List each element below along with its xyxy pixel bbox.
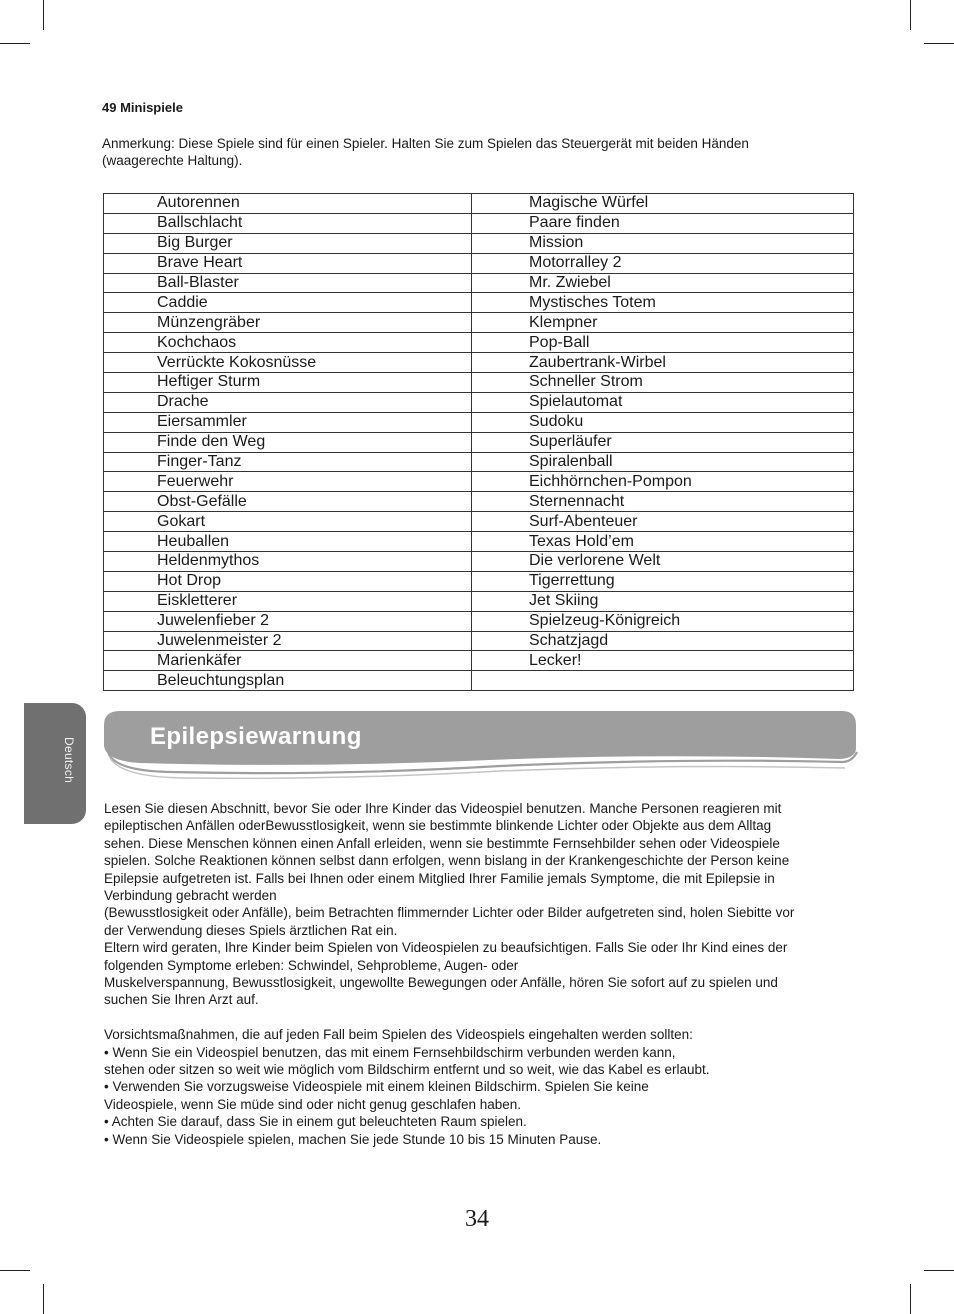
game-name-left: Heuballen <box>104 532 472 552</box>
body-line: Eltern wird geraten, Ihre Kinder beim Spielen von Videospielen zu beaufsichtigen. Falls Sie oder Ihr Kind eines der <box>104 940 788 956</box>
body-line: Videospiele, wenn Sie müde sind oder nicht genug geschlafen haben. <box>104 1096 522 1112</box>
table-row <box>104 412 854 432</box>
game-name-right: Mystisches Totem <box>472 293 854 313</box>
game-name-right: Lecker! <box>472 651 854 671</box>
crop-mark <box>924 1270 954 1271</box>
body-line: stehen oder sitzen so weit wie möglich vom Bildschirm entfernt und so weit, wie das Kabel es erlaubt. <box>104 1062 710 1078</box>
game-name-left: Obst-Gefälle <box>104 492 472 512</box>
table-row <box>104 452 854 472</box>
table-row <box>104 432 854 452</box>
banner-title: Epilepsiewarnung <box>150 723 362 750</box>
language-label: Deutsch <box>62 737 76 784</box>
game-name-left: Feuerwehr <box>104 472 472 492</box>
table-row <box>104 353 854 373</box>
language-side-tab <box>24 703 86 824</box>
game-name-right: Spiralenball <box>472 452 854 472</box>
body-line: Epilepsie aufgetreten ist. Falls bei Ihnen oder einem Mitglied Ihrer Familie jemals Symptome, die mit Epilepsie in <box>104 870 775 886</box>
table-row <box>104 611 854 631</box>
game-name-right: Surf-Abenteuer <box>472 512 854 532</box>
game-name-left: Brave Heart <box>104 253 472 273</box>
warning-body <box>104 800 849 1148</box>
body-line: (Bewusstlosigkeit oder Anfälle), beim Betrachten flimmernder Lichter oder Bilder aufgetreten sind, holen Siebitte vor <box>104 905 795 921</box>
game-name-right: Schneller Strom <box>472 373 854 393</box>
body-line: Lesen Sie diesen Abschnitt, bevor Sie oder Ihre Kinder das Videospiel benutzen. Manche Personen reagieren mit <box>104 801 782 816</box>
game-name-right: Zaubertrank-Wirbel <box>472 353 854 373</box>
body-line: Vorsichtsmaßnahmen, die auf jeden Fall beim Spielen des Videospiels eingehalten werden sollten: <box>104 1027 693 1043</box>
game-name-right: Schatzjagd <box>472 631 854 651</box>
table-row <box>104 293 854 313</box>
crop-mark <box>0 43 30 44</box>
crop-mark <box>924 43 954 44</box>
table-row <box>104 233 854 253</box>
game-name-right: Tigerrettung <box>472 571 854 591</box>
note-text: Anmerkung: Diese Spiele sind für einen Spieler. Halten Sie zum Spielen das Steuergerät mit beiden Händen (waagerechte Haltung). <box>102 136 749 168</box>
page-number: 34 <box>465 1206 489 1232</box>
game-name-right: Mr. Zwiebel <box>472 273 854 293</box>
table-row <box>104 392 854 412</box>
game-name-right: Spielzeug-Königreich <box>472 611 854 631</box>
game-name-left: Eiersammler <box>104 412 472 432</box>
game-name-right: Texas Hold’em <box>472 532 854 552</box>
table-row <box>104 552 854 572</box>
body-line: sehen. Diese Menschen können einen Anfall erleiden, wenn sie bestimmte Fernsehbilder sehen oder Videospiele <box>104 835 780 851</box>
game-name-left: Heldenmythos <box>104 552 472 572</box>
body-line: Muskelverspannung, Bewusstlosigkeit, ungewollte Bewegungen oder Anfälle, hören Sie sofort auf zu spielen und <box>104 975 778 991</box>
game-name-left: Drache <box>104 392 472 412</box>
game-name-right <box>472 671 854 691</box>
table-row <box>104 571 854 591</box>
table-row <box>104 373 854 393</box>
body-line: folgenden Symptome erleben: Schwindel, Sehprobleme, Augen- oder <box>104 957 519 973</box>
body-line: • Achten Sie darauf, dass Sie in einem gut beleuchteten Raum spielen. <box>104 1114 527 1130</box>
game-name-left: Gokart <box>104 512 472 532</box>
table-row <box>104 532 854 552</box>
section-banner <box>100 708 860 784</box>
body-line: • Verwenden Sie vorzugsweise Videospiele mit einem kleinen Bildschirm. Spielen Sie keine <box>104 1079 649 1095</box>
game-name-right: Paare finden <box>472 213 854 233</box>
body-line: suchen Sie Ihren Arzt auf. <box>104 992 259 1008</box>
table-row <box>104 492 854 512</box>
crop-mark <box>0 1270 30 1271</box>
game-name-right: Spielautomat <box>472 392 854 412</box>
table-row <box>104 512 854 532</box>
game-name-right: Eichhörnchen-Pompon <box>472 472 854 492</box>
game-name-right: Sternennacht <box>472 492 854 512</box>
game-name-left: Marienkäfer <box>104 651 472 671</box>
game-name-left: Caddie <box>104 293 472 313</box>
game-name-left: Finde den Weg <box>104 432 472 452</box>
table-row <box>104 651 854 671</box>
game-name-left: Juwelenmeister 2 <box>104 631 472 651</box>
game-name-left: Münzengräber <box>104 313 472 333</box>
table-row <box>104 213 854 233</box>
table-row <box>104 194 854 214</box>
crop-mark <box>43 1284 44 1314</box>
game-name-right: Sudoku <box>472 412 854 432</box>
body-line: Verbindung gebracht werden <box>104 888 277 904</box>
section-heading: 49 Minispiele <box>102 100 183 115</box>
game-name-left: Kochchaos <box>104 333 472 353</box>
table-row <box>104 591 854 611</box>
game-name-right: Klempner <box>472 313 854 333</box>
table-row <box>104 273 854 293</box>
game-name-right: Magische Würfel <box>472 194 854 214</box>
table-row <box>104 631 854 651</box>
table-row <box>104 253 854 273</box>
table-row <box>104 472 854 492</box>
game-name-right: Jet Skiing <box>472 591 854 611</box>
crop-mark <box>43 0 44 30</box>
game-name-right: Superläufer <box>472 432 854 452</box>
body-line: der Verwendung dieses Spiels ärztlichen Rat ein. <box>104 922 398 938</box>
game-name-left: Finger-Tanz <box>104 452 472 472</box>
game-name-right: Mission <box>472 233 854 253</box>
body-line <box>104 1009 849 1026</box>
game-name-left: Autorennen <box>104 194 472 214</box>
game-name-right: Motorralley 2 <box>472 253 854 273</box>
body-line: • Wenn Sie Videospiele spielen, machen Sie jede Stunde 10 bis 15 Minuten Pause. <box>104 1131 602 1147</box>
crop-mark <box>910 1284 911 1314</box>
body-line: spielen. Solche Reaktionen können selbst dann erfolgen, wenn bislang in der Krankengeschichte der Person keine <box>104 853 790 869</box>
game-name-left: Ballschlacht <box>104 213 472 233</box>
game-name-right: Pop-Ball <box>472 333 854 353</box>
crop-mark <box>910 0 911 30</box>
game-name-left: Big Burger <box>104 233 472 253</box>
game-name-right: Die verlorene Welt <box>472 552 854 572</box>
game-name-left: Beleuchtungsplan <box>104 671 472 691</box>
table-row <box>104 671 854 691</box>
table-row <box>104 333 854 353</box>
games-table <box>103 193 854 691</box>
game-name-left: Heftiger Sturm <box>104 373 472 393</box>
game-name-left: Ball-Blaster <box>104 273 472 293</box>
game-name-left: Juwelenfieber 2 <box>104 611 472 631</box>
game-name-left: Verrückte Kokosnüsse <box>104 353 472 373</box>
game-name-left: Eiskletterer <box>104 591 472 611</box>
body-line: • Wenn Sie ein Videospiel benutzen, das mit einem Fernsehbildschirm verbunden werden kann, <box>104 1044 676 1060</box>
game-name-left: Hot Drop <box>104 571 472 591</box>
body-line: epileptischen Anfällen oderBewusstlosigkeit, wenn sie bestimmte blinkende Lichter oder Objekte aus dem Alltag <box>104 818 772 834</box>
table-row <box>104 313 854 333</box>
